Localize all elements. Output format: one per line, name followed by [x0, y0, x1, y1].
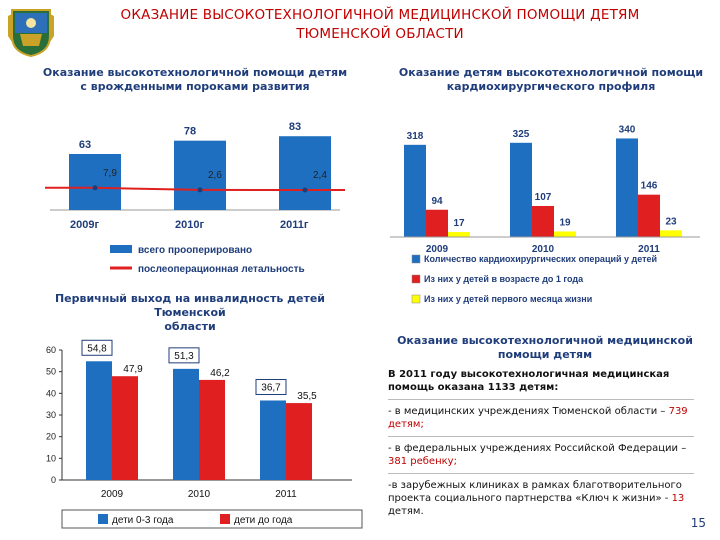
chart3-legend-label: дети до года — [234, 515, 293, 526]
chart3-y-tick-label: 10 — [45, 453, 56, 464]
chart2-bar — [448, 232, 470, 237]
chart3-tick-label: 2009 — [100, 489, 124, 500]
chart2-value-label: 325 — [512, 128, 530, 140]
info-item-3-value: 13 — [671, 493, 685, 504]
chart3-tick-label: 2011 — [275, 489, 297, 500]
chart1-point-mortality — [93, 185, 98, 190]
title-line-2: ТЮМЕНСКОЙ ОБЛАСТИ — [296, 26, 464, 42]
chart3-y-tick-label: 20 — [45, 431, 56, 442]
chart2-title-line-2: кардиохирургического профиля — [446, 80, 656, 93]
chart1-legend-swatch-total — [110, 245, 132, 253]
chart2-bar — [532, 206, 554, 237]
chart2-value-label: 19 — [559, 217, 571, 229]
info-item-2-text: - в федеральных учреждениях Российской Федерации – — [388, 443, 687, 454]
chart3-value-label: 51,3 — [174, 350, 194, 362]
chart3-value-label: 35,5 — [297, 391, 317, 403]
info-item-2-value: 381 ребенку; — [388, 456, 457, 467]
chart2-value-label: 318 — [406, 130, 424, 142]
chart2-title-line-1: Оказание детям высокотехнологичной помощи — [398, 66, 704, 79]
chart2-legend-label: Количество кардиохирургических операций у детей — [424, 254, 658, 264]
chart1-bar-total — [69, 154, 121, 210]
chart1-title — [30, 66, 360, 94]
chart2-tick-label: 2011 — [638, 244, 660, 255]
chart3-y-tick-label: 50 — [45, 366, 56, 377]
info-item-1-value: 739 детям; — [388, 406, 688, 430]
chart2-bar — [638, 195, 660, 237]
chart2-title — [386, 66, 716, 94]
chart2-bar — [404, 145, 426, 237]
chart1-label-total: 83 — [288, 121, 302, 134]
chart3-bar — [112, 376, 138, 480]
info-title-line-1: Оказание высокотехнологичной медицинской — [397, 334, 693, 347]
title-line-1: ОКАЗАНИЕ ВЫСОКОТЕХНОЛОГИЧНОЙ МЕДИЦИНСКОЙ ПОМОЩИ ДЕТЯМ — [120, 7, 640, 23]
chart2-value-label: 146 — [640, 180, 658, 192]
chart1-label-total: 63 — [78, 139, 92, 151]
chart3-title-line-1: Первичный выход на инвалидность детей Тюменской — [54, 292, 326, 319]
chart1-label-mortality: 2,6 — [208, 169, 222, 181]
info-title — [384, 334, 706, 362]
chart3-y-tick-label: 0 — [50, 475, 56, 485]
chart2-legend-swatch — [412, 255, 420, 263]
chart2-bar — [426, 210, 448, 237]
chart1-legend-label-mortality: послеоперационная летальность — [138, 264, 305, 275]
chart3-value-label: 47,9 — [123, 364, 143, 376]
chart2-tick-label: 2010 — [531, 244, 555, 255]
chart2-value-label: 23 — [665, 216, 677, 228]
info-title-line-2: помощи детям — [497, 348, 593, 361]
info-item-3-text: -в зарубежных клиниках в рамках благотворительного проекта социального партнерства «Ключ к жизни» - — [388, 480, 682, 504]
page-title — [70, 6, 690, 44]
chart3-legend-swatch — [220, 514, 230, 524]
chart1-tick-label: 2009г — [70, 219, 100, 231]
chart1-label-mortality: 2,4 — [313, 170, 327, 181]
chart3-value-label: 54,8 — [87, 343, 107, 355]
info-paragraph: В 2011 году высокотехнологичная медицинская помощь оказана 1133 детям: — [388, 369, 670, 393]
info-block — [388, 368, 694, 523]
chart3-svg — [20, 330, 365, 535]
chart1-title-line-1: Оказание высокотехнологичной помощи детям — [42, 66, 348, 79]
chart2-value-label: 340 — [618, 124, 636, 136]
chart2-value-label: 107 — [534, 191, 552, 203]
info-item-3 — [388, 474, 694, 523]
chart2-legend-swatch — [412, 275, 420, 283]
chart2-bar — [616, 138, 638, 237]
chart3-y-tick-label: 60 — [45, 345, 56, 355]
chart1-label-mortality: 7,9 — [103, 167, 117, 179]
chart3-tick-label: 2010 — [187, 489, 211, 500]
chart3-bar — [286, 403, 312, 480]
chart3-y-tick-label: 40 — [45, 388, 56, 399]
chart1-point-mortality — [198, 187, 203, 192]
chart2-bar — [554, 231, 576, 237]
chart2-value-label: 17 — [453, 218, 465, 230]
chart3-bar — [199, 380, 225, 480]
chart1-point-mortality — [303, 188, 308, 193]
info-item-1-text: - в медицинских учреждениях Тюменской области – — [388, 406, 669, 417]
chart3-title — [20, 292, 360, 334]
chart1-title-line-2: с врожденными пороками развития — [80, 80, 310, 93]
chart3-legend-swatch — [98, 514, 108, 524]
info-item-2 — [388, 437, 694, 473]
info-item-3-tail: детям. — [388, 506, 424, 517]
chart2-legend-label: Из них у детей первого месяца жизни — [424, 294, 593, 304]
chart2-bar — [660, 230, 682, 237]
chart2-svg — [380, 100, 710, 315]
chart3-y-tick-label: 30 — [45, 410, 56, 420]
chart3-title-line-2: области — [164, 320, 216, 333]
chart3-bar — [86, 361, 112, 480]
page-number: 15 — [690, 516, 706, 530]
chart3-bar — [260, 400, 286, 480]
chart2-bar — [510, 143, 532, 237]
chart3-bar — [173, 369, 199, 480]
info-item-1 — [388, 400, 694, 436]
coat-of-arms-logo — [6, 6, 56, 58]
chart2-legend-swatch — [412, 295, 420, 303]
chart1-label-total: 78 — [183, 125, 197, 138]
chart3-value-label: 46,2 — [210, 367, 230, 379]
chart1-legend-label-total: всего прооперировано — [138, 245, 253, 256]
chart1-tick-label: 2010г — [175, 219, 205, 231]
chart2-tick-label: 2009 — [425, 244, 449, 255]
chart1-tick-label: 2011г — [280, 219, 309, 231]
chart3-legend-label: дети 0-3 года — [112, 515, 174, 526]
chart2-value-label: 94 — [431, 195, 443, 207]
chart1-svg — [20, 100, 360, 280]
chart3-value-label: 36,7 — [261, 382, 281, 394]
chart2-legend-label: Из них у детей в возрасте до 1 года — [424, 274, 584, 284]
